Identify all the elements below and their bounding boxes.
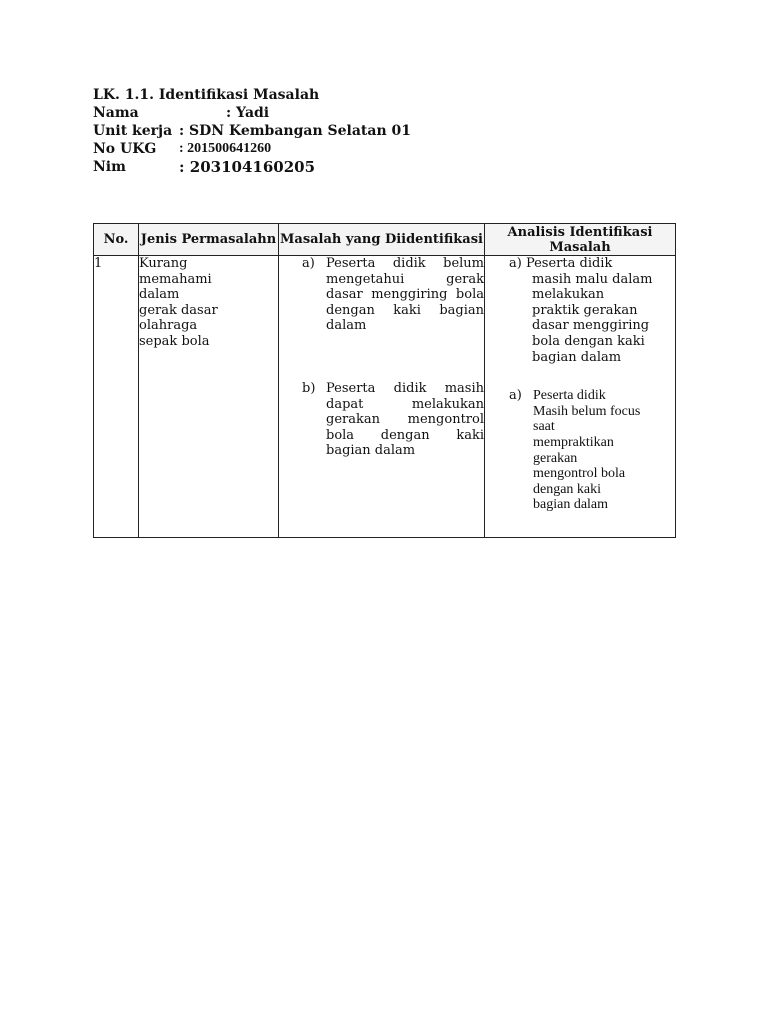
jenis-line: olahraga bbox=[139, 318, 198, 334]
analisis-line: dengan kaki bbox=[533, 481, 602, 497]
analisis-line: a) Peserta didik bbox=[509, 256, 613, 271]
header-jenis: Jenis Permasalahn bbox=[139, 224, 279, 256]
analisis-line: Masih belum focus bbox=[533, 403, 641, 419]
masalah-item-a bbox=[279, 256, 484, 334]
unit-kerja-row bbox=[93, 122, 693, 140]
analisis-line: mempraktikan bbox=[533, 434, 614, 450]
analisis-item-a bbox=[485, 256, 675, 365]
masalah-marker: b) bbox=[302, 380, 316, 396]
header-no: No. bbox=[94, 224, 139, 256]
masalah-marker: a) bbox=[302, 256, 315, 271]
header-analisis: Analisis Identifikasi Masalah bbox=[485, 224, 676, 256]
analisis-marker: a) bbox=[509, 388, 522, 404]
unit-kerja-label: Unit kerja bbox=[93, 123, 173, 139]
worksheet-title: LK. 1.1. Identifikasi Masalah bbox=[93, 87, 320, 103]
analisis-line: dasar menggiring bbox=[532, 318, 650, 334]
analisis-item-b bbox=[485, 388, 675, 513]
jenis-line: memahami bbox=[139, 271, 212, 287]
cell-masalah bbox=[279, 256, 485, 538]
table-header-row bbox=[94, 224, 676, 256]
no-ukg-label: No UKG bbox=[93, 141, 157, 157]
analisis-line: bola dengan kaki bbox=[532, 333, 645, 349]
header-masalah: Masalah yang Diidentifikasi bbox=[279, 224, 485, 256]
masalah-text: Peserta didik masih dapat melakukan gerakan mengontrol bola dengan kaki bagian dalam bbox=[326, 380, 484, 459]
analisis-line: mengontrol bola bbox=[533, 466, 626, 482]
analisis-line: gerakan bbox=[533, 450, 578, 466]
no-ukg-row bbox=[93, 140, 693, 158]
analisis-line: masih malu dalam bbox=[532, 271, 653, 287]
analisis-line: praktik gerakan bbox=[532, 302, 638, 318]
cell-jenis bbox=[139, 256, 279, 538]
worksheet-header bbox=[93, 86, 693, 176]
table-row bbox=[94, 256, 676, 538]
jenis-line: Kurang bbox=[139, 256, 188, 271]
jenis-line: dalam bbox=[139, 287, 180, 303]
nama-value: : Yadi bbox=[226, 105, 270, 121]
analisis-text bbox=[533, 388, 640, 513]
nama-label: Nama bbox=[93, 105, 139, 121]
nama-row bbox=[93, 104, 693, 122]
jenis-line: sepak bola bbox=[139, 333, 210, 349]
analisis-line: bagian dalam bbox=[533, 497, 609, 513]
analisis-line: melakukan bbox=[532, 287, 605, 303]
analisis-line: Peserta didik bbox=[533, 388, 606, 404]
analisis-line: bagian dalam bbox=[532, 349, 622, 365]
masalah-item-b bbox=[279, 381, 484, 459]
jenis-line: gerak dasar bbox=[139, 302, 218, 318]
unit-kerja-value: : SDN Kembangan Selatan 01 bbox=[179, 123, 411, 139]
no-ukg-value: : 201500641260 bbox=[179, 141, 272, 156]
masalah-text: Peserta didik belum mengetahui gerak dasar menggiring bola dengan kaki bagian dalam bbox=[326, 256, 484, 334]
nim-row bbox=[93, 158, 693, 176]
problem-identification-table bbox=[93, 223, 676, 538]
analisis-line: saat bbox=[533, 419, 555, 435]
cell-no: 1 bbox=[94, 256, 139, 538]
nim-value: : 203104160205 bbox=[179, 158, 316, 176]
cell-analisis bbox=[485, 256, 676, 538]
nim-label: Nim bbox=[93, 159, 126, 175]
